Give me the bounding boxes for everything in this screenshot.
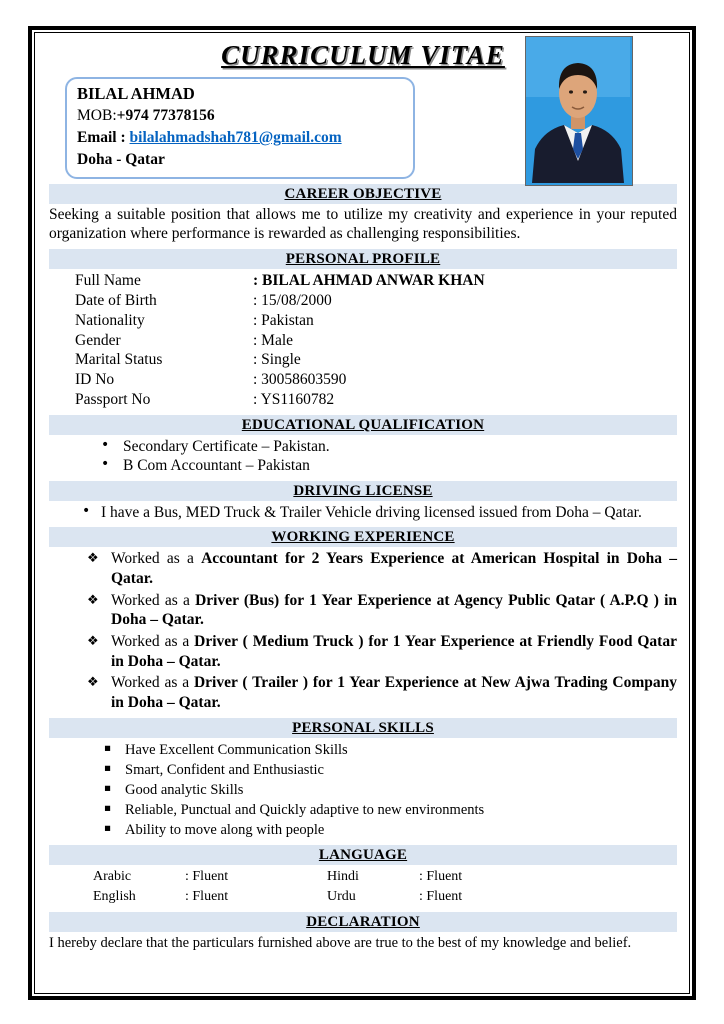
- page-title: CURRICULUM VITAE: [221, 40, 505, 70]
- experience-item: [49, 632, 677, 671]
- profile-label: Full Name: [75, 272, 141, 290]
- language-level: : Fluent: [419, 888, 463, 904]
- section-heading-career-objective: CAREER OBJECTIVE: [49, 184, 677, 204]
- experience-item: [49, 673, 677, 712]
- skill-text: Good analytic Skills: [125, 781, 244, 798]
- experience-detail: Driver (Bus) for 1 Year Experience at Agency Public Qatar ( A.P.Q ) in Doha – Qatar.: [111, 591, 677, 629]
- email-label: Email :: [77, 129, 130, 147]
- bullet-dot-icon: •: [82, 502, 91, 519]
- email-link[interactable]: bilalahmadshah781@gmail.com: [129, 129, 342, 147]
- diamond-bullet-icon: ❖: [87, 634, 99, 650]
- experience-item: [49, 591, 677, 630]
- diamond-bullet-icon: ❖: [87, 592, 99, 608]
- contact-location: Doha - Qatar: [77, 151, 165, 169]
- education-text: Secondary Certificate – Pakistan.: [123, 437, 330, 455]
- square-bullet-icon: ▪: [104, 781, 112, 794]
- skill-item: [49, 800, 677, 820]
- skill-text: Reliable, Punctual and Quickly adaptive to new environments: [125, 801, 485, 818]
- profile-label: Nationality: [75, 311, 145, 329]
- skill-item: [49, 780, 677, 800]
- contact-email: [77, 127, 403, 149]
- square-bullet-icon: ▪: [104, 821, 112, 834]
- section-heading-personal-skills: PERSONAL SKILLS: [49, 718, 677, 738]
- driving-license-item: [49, 503, 677, 523]
- experience-detail: Accountant for 2 Years Experience at American Hospital in Doha – Qatar.: [111, 550, 677, 588]
- diamond-bullet-icon: ❖: [87, 551, 99, 567]
- skill-item: [49, 740, 677, 760]
- experience-prefix: Worked as a: [111, 674, 194, 692]
- contact-mobile: [77, 105, 403, 127]
- education-item: [49, 456, 677, 476]
- profile-value: : Male: [253, 331, 294, 349]
- language-name: Urdu: [327, 888, 356, 904]
- profile-row: [49, 390, 677, 410]
- education-text: B Com Accountant – Pakistan: [123, 457, 310, 475]
- skill-text: Have Excellent Communication Skills: [125, 741, 348, 758]
- profile-row: [49, 370, 677, 390]
- page-inner-border: [34, 32, 690, 994]
- profile-value: : 15/08/2000: [253, 291, 332, 309]
- profile-label: Marital Status: [75, 351, 163, 369]
- experience-prefix: Worked as a: [111, 550, 202, 568]
- page-border: [28, 26, 696, 1000]
- career-objective-text: Seeking a suitable position that allows me to utilize my creativity and experience in your reputed organization where performance is rewarded as challenging responsibilities.: [49, 206, 677, 243]
- driving-license-text: I have a Bus, MED Truck & Trailer Vehicle driving licensed issued from Doha – Qatar.: [101, 503, 642, 521]
- portrait-illustration: [526, 37, 630, 183]
- bullet-dot-icon: •: [101, 456, 110, 473]
- profile-label: Passport No: [75, 391, 151, 409]
- declaration-text: I hereby declare that the particulars furnished above are true to the best of my knowledge and belief.: [49, 934, 632, 951]
- square-bullet-icon: ▪: [104, 801, 112, 814]
- language-row: [49, 867, 677, 887]
- profile-label: ID No: [75, 371, 115, 389]
- mobile-label: MOB:: [77, 107, 117, 125]
- language-name: Hindi: [327, 868, 359, 884]
- profile-row: [49, 271, 677, 291]
- diamond-bullet-icon: ❖: [87, 675, 99, 691]
- skill-text: Ability to move along with people: [125, 821, 325, 838]
- skill-item: [49, 760, 677, 780]
- square-bullet-icon: ▪: [104, 761, 112, 774]
- experience-item: [49, 549, 677, 588]
- language-level: : Fluent: [419, 868, 463, 884]
- experience-detail: Driver ( Medium Truck ) for 1 Year Experience at Friendly Food Qatar in Doha – Qatar.: [111, 633, 677, 670]
- language-name: Arabic: [93, 868, 132, 884]
- profile-value: : YS1160782: [253, 391, 335, 409]
- skill-text: Smart, Confident and Enthusiastic: [125, 761, 324, 778]
- experience-detail: Driver ( Trailer ) for 1 Year Experience at New Ajwa Trading Company in Doha – Qatar.: [111, 674, 677, 712]
- profile-value: : Pakistan: [253, 311, 314, 329]
- section-heading-language: LANGUAGE: [49, 845, 677, 865]
- profile-value: : Single: [253, 351, 301, 369]
- mobile-number: +974 77378156: [116, 107, 215, 125]
- section-heading-working-experience: WORKING EXPERIENCE: [49, 527, 677, 547]
- section-heading-declaration: DECLARATION: [49, 912, 677, 932]
- square-bullet-icon: ▪: [104, 741, 112, 754]
- section-heading-personal-profile: PERSONAL PROFILE: [49, 249, 677, 269]
- section-heading-driving-license: DRIVING LICENSE: [49, 481, 677, 501]
- education-item: [49, 437, 677, 457]
- language-level: : Fluent: [185, 868, 229, 884]
- contact-name: BILAL AHMAD: [77, 84, 195, 103]
- profile-value: : 30058603590: [253, 371, 347, 389]
- contact-card: [65, 77, 415, 179]
- applicant-photo: [525, 36, 633, 186]
- profile-row: [49, 350, 677, 370]
- profile-value: : BILAL AHMAD ANWAR KHAN: [253, 272, 485, 290]
- language-name: English: [93, 888, 136, 904]
- language-level: : Fluent: [185, 888, 229, 904]
- section-heading-education: EDUCATIONAL QUALIFICATION: [49, 415, 677, 435]
- bullet-dot-icon: •: [101, 436, 110, 453]
- experience-prefix: Worked as a: [111, 633, 195, 651]
- profile-label: Gender: [75, 331, 121, 349]
- skill-item: [49, 820, 677, 840]
- profile-row: [49, 331, 677, 351]
- profile-label: Date of Birth: [75, 291, 157, 309]
- cv-content: [35, 33, 689, 993]
- experience-prefix: Worked as a: [111, 591, 196, 609]
- profile-row: [49, 311, 677, 331]
- language-row: [49, 887, 677, 907]
- profile-row: [49, 291, 677, 311]
